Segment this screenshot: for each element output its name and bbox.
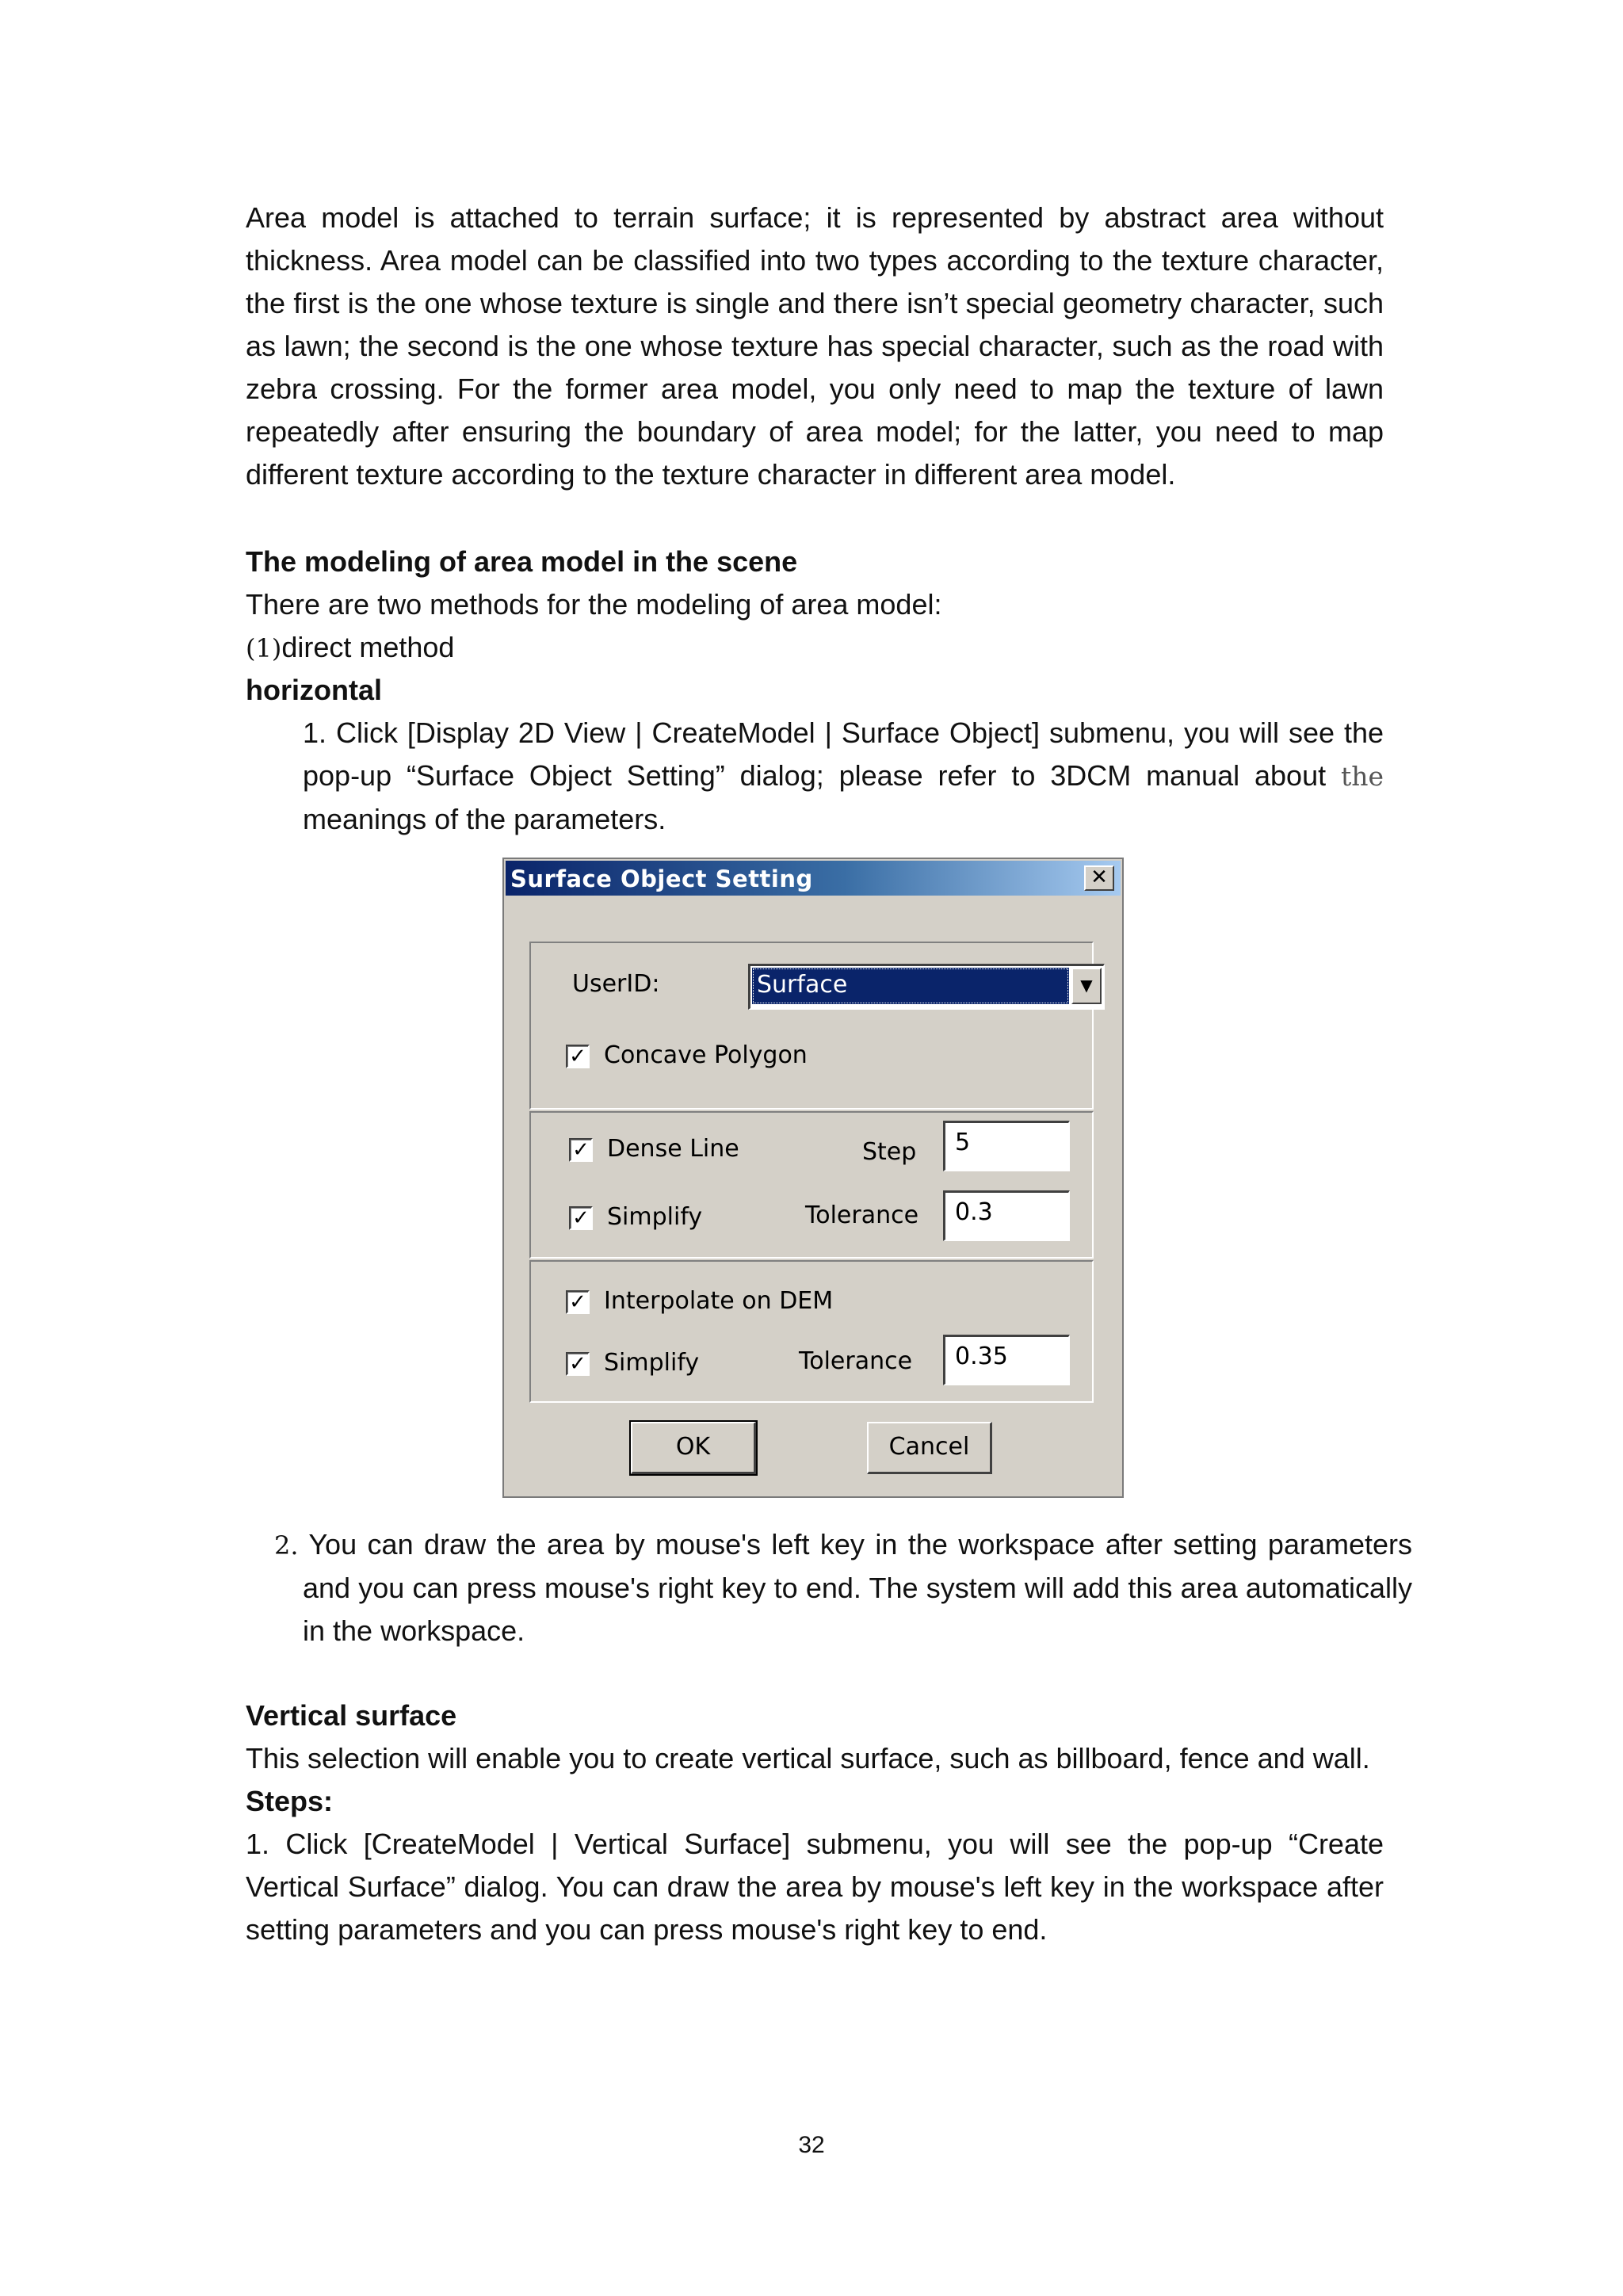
userid-label: UserID:	[572, 970, 660, 998]
section-heading-modeling: The modeling of area model in the scene	[246, 545, 798, 578]
dense-line-checkbox[interactable]: ✓	[569, 1138, 593, 1162]
method-text: direct method	[281, 631, 455, 663]
concave-polygon-label: Concave Polygon	[604, 1041, 808, 1069]
step2-number: 2.	[274, 1530, 299, 1561]
concave-polygon-checkbox[interactable]: ✓	[566, 1045, 590, 1068]
step1-text: 1. Click [Display 2D View | CreateModel | Surface Object] submenu, you will see the pop-up “Surface Object Setting” dialog; please refer to 3DCM manual about	[303, 716, 1384, 792]
simplify-checkbox-1[interactable]: ✓	[569, 1206, 593, 1230]
dialog-title: Surface Object Setting	[510, 865, 813, 892]
interpolate-dem-checkbox[interactable]: ✓	[566, 1290, 590, 1314]
intro-paragraph: Area model is attached to terrain surface; it is represented by abstract area without thickness. Area model can be classified into two types according to the texture character, the first is the one whose texture is single and there isn’t special geometry character, such as lawn; the second is the one whose texture has special character, such as the road with zebra crossing. For the former area model, you only need to map the texture of lawn repeatedly after ensuring the boundary of area model; for the latter, you need to map different texture according to the texture character in different area model.	[246, 201, 1384, 491]
vertical-step1: 1. Click [CreateModel | Vertical Surface] submenu, you will see the pop-up “Create Vertical Surface” dialog. You can draw the area by mouse's left key in the workspace after setting parameters and you can press mouse's right key to end.	[246, 1828, 1384, 1946]
section-heading-vertical: Vertical surface	[246, 1699, 457, 1732]
simplify-label-1: Simplify	[607, 1203, 703, 1231]
surface-object-setting-dialog	[502, 858, 1124, 1498]
tolerance-label-2: Tolerance	[799, 1347, 913, 1375]
step2-paragraph	[274, 1523, 1412, 1652]
cancel-button[interactable]: Cancel	[867, 1422, 992, 1474]
tolerance-label-1: Tolerance	[805, 1201, 919, 1229]
simplify-label-2: Simplify	[604, 1349, 700, 1377]
step1-paragraph	[303, 712, 1384, 841]
step-label: Step	[862, 1138, 917, 1166]
close-icon[interactable]: ✕	[1084, 865, 1114, 891]
ok-button[interactable]: OK	[631, 1422, 756, 1474]
tolerance-input-2[interactable]: 0.35	[943, 1335, 1070, 1385]
userid-value: Surface	[752, 968, 1069, 1004]
interpolate-group	[529, 1260, 1094, 1403]
methods-intro: There are two methods for the modeling of area model:	[246, 588, 942, 621]
dense-line-label: Dense Line	[607, 1135, 739, 1163]
subheading-horizontal: horizontal	[246, 674, 382, 706]
simplify-checkbox-2[interactable]: ✓	[566, 1352, 590, 1376]
userid-dropdown[interactable]	[748, 964, 1105, 1010]
interpolate-dem-label: Interpolate on DEM	[604, 1287, 834, 1315]
step2-text: You can draw the area by mouse's left key in the workspace after setting parameters and you can press mouse's right key to end. The system will add this area automatically in the workspace.	[298, 1528, 1412, 1647]
vertical-intro: This selection will enable you to create vertical surface, such as billboard, fence and wall.	[246, 1742, 1370, 1775]
userid-group	[529, 942, 1094, 1110]
dense-line-group	[529, 1111, 1094, 1259]
step1-the: the	[1340, 761, 1384, 792]
chevron-down-icon[interactable]: ▼	[1071, 968, 1102, 1004]
page-number: 32	[798, 2132, 825, 2158]
method-number: (1)	[246, 633, 282, 663]
steps-label: Steps:	[246, 1785, 334, 1817]
dialog-titlebar	[506, 861, 1121, 896]
step-input[interactable]: 5	[943, 1121, 1070, 1171]
step1-end: meanings of the parameters.	[303, 803, 666, 835]
method-line	[246, 626, 1384, 670]
tolerance-input-1[interactable]: 0.3	[943, 1190, 1070, 1241]
